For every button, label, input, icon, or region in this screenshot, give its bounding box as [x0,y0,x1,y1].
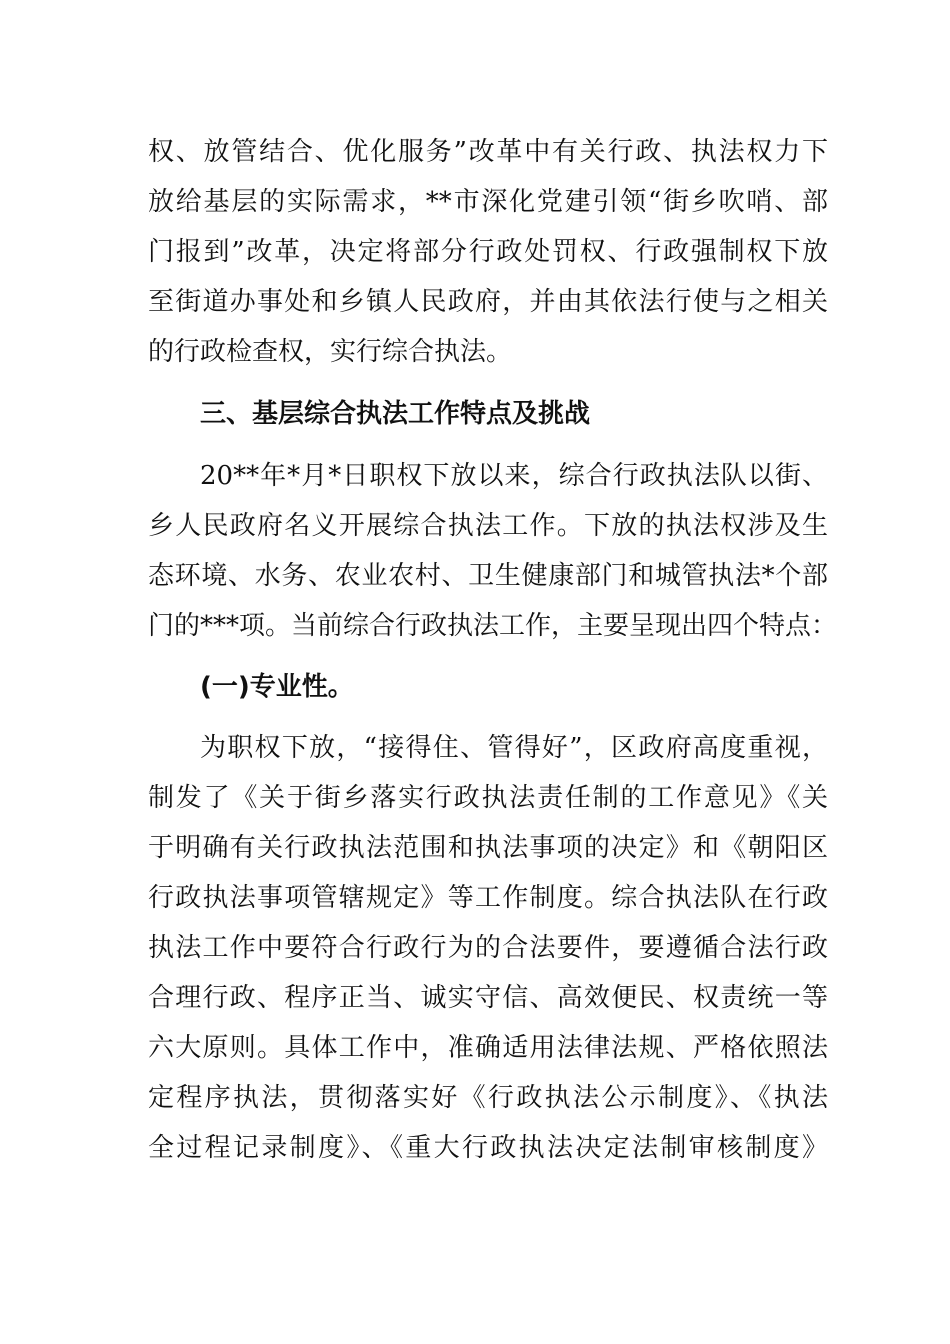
paragraph-line: 合理行政、程序正当、诚实守信、高效便民、权责统一等 [148,983,828,1013]
section-heading: 三、基层综合执法工作特点及挑战 [200,399,591,429]
subheading: (一)专业性。 [200,672,354,702]
paragraph-line: 至街道办事处和乡镇人民政府，并由其依法行使与之相关 [148,287,828,317]
paragraph-line: 的行政检查权，实行综合执法。 [148,337,513,367]
paragraph-line: 放给基层的实际需求，**市深化党建引领“街乡吹哨、部 [148,187,828,217]
paragraph-line: 定程序执法，贯彻落实好《行政执法公示制度》、《执法 [148,1083,828,1113]
paragraph-line: 于明确有关行政执法范围和执法事项的决定》和《朝阳区 [148,833,828,863]
paragraph-line: 权、放管结合、优化服务”改革中有关行政、执法权力下 [148,137,828,167]
paragraph-line: 门报到”改革，决定将部分行政处罚权、行政强制权下放 [148,237,828,267]
paragraph-line: 六大原则。具体工作中，准确适用法律法规、严格依照法 [148,1033,828,1063]
paragraph-line: 20**年*月*日职权下放以来，综合行政执法队以街、 [200,461,828,491]
paragraph-line: 行政执法事项管辖规定》等工作制度。综合执法队在行政 [148,883,828,913]
paragraph-line: 制发了《关于街乡落实行政执法责任制的工作意见》《关 [148,783,828,813]
paragraph-line: 态环境、水务、农业农村、卫生健康部门和城管执法*个部 [148,561,828,591]
paragraph-line: 乡人民政府名义开展综合执法工作。下放的执法权涉及生 [148,511,828,541]
paragraph-line: 为职权下放，“接得住、管得好”，区政府高度重视， [200,733,828,763]
paragraph-line: 全过程记录制度》、《重大行政执法决定法制审核制度》 [148,1133,828,1163]
paragraph-line: 执法工作中要符合行政行为的合法要件，要遵循合法行政 [148,933,828,963]
paragraph-line: 门的***项。当前综合行政执法工作，主要呈现出四个特点： [148,611,838,641]
